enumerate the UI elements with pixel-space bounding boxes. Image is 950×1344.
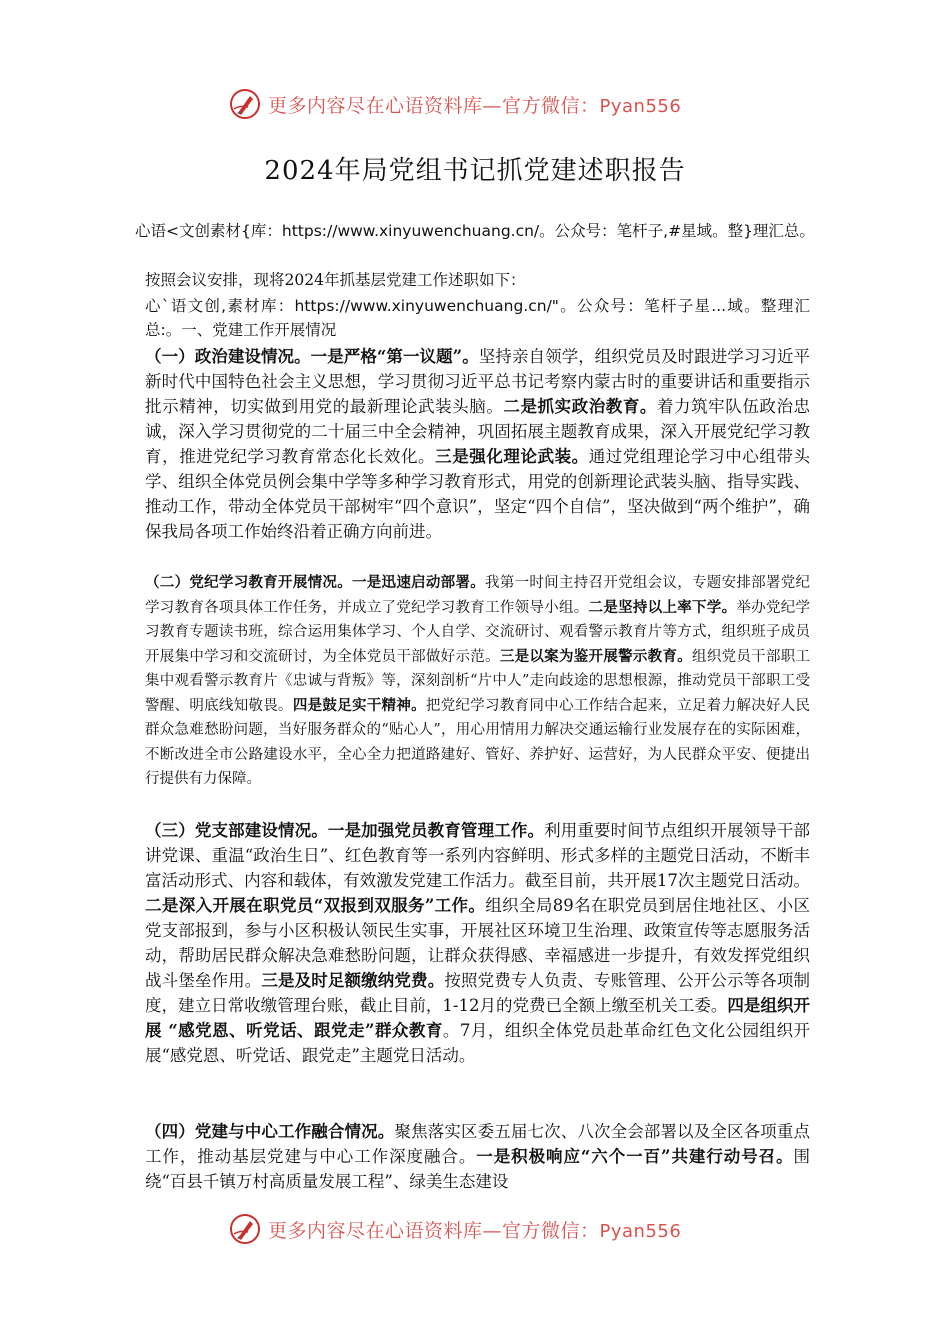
paragraph-text: 通过党组理论学习中心组带头学、组织全体党员例会集中学等多种学习教育形式，用党的创新理论武装头脑、指导实践、推动工作，带动全体党员干部树牢“四个意识”，坚定“四个自信”，坚决做到“两个维护”，确保我局各项工作始终沿着正确方向前进。 [145, 447, 811, 541]
source-note: 心语<文创素材{库：https://www.xinyuwenchuang.cn/。公众号：笔杆子,#星域。整}理汇总。 [135, 222, 815, 240]
document-title: 2024年局党组书记抓党建述职报告 [264, 156, 686, 186]
bold-lead-in: 三是及时足额缴纳党费。 [261, 971, 445, 990]
paragraph-text: 。7月，组织全体党员赴革命红色文化公园组织开展“感党恩、听党话、跟党走”主题党日活动。 [145, 1021, 811, 1065]
paragraph-text: 围绕“百县千镇万村高质量发展工程”、绿美生态建设 [145, 1147, 811, 1191]
paragraph-text: 按照党费专人负责、专账管理、公开公示等各项制度，建立日常收缴管理台账，截止目前，1-12月的党费已全额上缴至机关工委。 [145, 971, 811, 1015]
bold-lead-in: （二）党纪学习教育开展情况。一是迅速启动部署。 [145, 574, 486, 591]
bold-lead-in: 二是抓实政治教育。 [503, 397, 657, 416]
bold-lead-in: （三）党支部建设情况。一是加强党员教育管理工作。 [145, 821, 545, 840]
paragraph-text: 利用重要时间节点组织开展领导干部讲党课、重温“政治生日”、红色教育等一系列内容鲜明、形式多样的主题党日活动，不断丰富活动形式、内容和载体，有效激发党建工作活力。截至目前，共开展17次主题党日活动。 [145, 821, 811, 890]
paragraph-text: 举办党纪学习教育专题读书班，综合运用集体学习、个人自学、交流研讨、观看警示教育片等方式，组织班子成员开展集中学习和交流研讨，为全体党员干部做好示范。 [145, 599, 811, 665]
paragraph-text: 组织党员干部职工集中观看警示教育片《忠诚与背叛》等，深刻剖析“片中人”走向歧途的思想根源，推动党员干部职工受警醒、明底线知敬畏。 [145, 648, 811, 714]
promo-banner-bottom [228, 1209, 748, 1249]
paragraph [145, 571, 810, 792]
bold-lead-in: 二是坚持以上率下学。 [588, 598, 737, 616]
paragraph-text: 坚持亲自领学，组织党员及时跟进学习习近平新时代中国特色社会主义思想，学习贯彻习近平总书记考察内蒙古时的重要讲话和重要指示批示精神，切实做到用党的最新理论武装头脑。 [145, 347, 811, 416]
paragraph [145, 344, 810, 544]
promo-text [268, 91, 681, 118]
paragraph [145, 1119, 810, 1194]
bold-lead-in: 四是组织开展 “感党恩、听党话、跟党走”群众教育 [145, 996, 811, 1040]
promo-banner-top [228, 84, 748, 124]
bold-lead-in: 三是强化理论武装。 [435, 447, 589, 466]
fountain-pen-logo-icon [228, 87, 262, 121]
intro-source-heading: 心`语文创,素材库：https://www.xinyuwenchuang.cn/"。公众号：笔杆子星...域。整理汇总:。一、党建工作开展情况 [145, 297, 810, 339]
promo-text [268, 1216, 681, 1243]
paragraph-text: 组织全局89名在职党员到居住地社区、小区党支部报到，参与小区积极认领民生实事，开展社区环境卫生治理、政策宣传等志愿服务活动，帮助居民群众解决急难愁盼问题，让群众获得感、幸福感进一步提升，有效发挥党组织战斗堡垒作用。 [145, 896, 811, 990]
fountain-pen-logo-icon [228, 1212, 262, 1246]
bold-lead-in: 四是鼓足实干精神。 [292, 696, 426, 714]
paragraph-text: 我第一时间主持召开党组会议，专题安排部署党纪学习教育各项具体工作任务，并成立了党纪学习教育工作领导小组。 [145, 575, 811, 616]
paragraph [145, 818, 810, 1068]
promo-label: 更多内容尽在心语资料库—官方微信： [268, 94, 600, 117]
intro-paragraph: 按照会议安排，现将2024年抓基层党建工作述职如下： [145, 271, 526, 289]
paragraph-text: 把党纪学习教育同中心工作结合起来，立足着力解决好人民群众急难愁盼问题，当好服务群众的“贴心人”，用心用情用力解决交通运输行业发展存在的实际困难，不断改进全市公路建设水平，全心全力把道路建好、管好、养护好、运营好，为人民群众平安、便捷出行提供有力保障。 [145, 697, 811, 787]
bold-lead-in: 三是以案为鉴开展警示教育。 [499, 647, 693, 665]
wechat-id: Pyan556 [599, 95, 682, 117]
section-discipline-education [145, 571, 810, 792]
promo-label: 更多内容尽在心语资料库—官方微信： [268, 1219, 600, 1242]
bold-lead-in: （四）党建与中心工作融合情况。 [145, 1122, 395, 1141]
section-party-work-integration [145, 1119, 810, 1194]
paragraph-text: 聚焦落实区委五届七次、八次全会部署以及全区各项重点工作，推动基层党建与中心工作深度融合。 [145, 1122, 811, 1166]
bold-lead-in: 二是深入开展在职党员“双报到双服务”工作。 [145, 896, 486, 915]
bold-lead-in: 一是积极响应“六个一百”共建行动号召。 [476, 1147, 794, 1166]
bold-lead-in: （一）政治建设情况。一是严格“第一议题”。 [145, 347, 479, 366]
section-branch-building [145, 818, 810, 1068]
section-political-building [145, 344, 810, 544]
paragraph-text: 着力筑牢队伍政治忠诚，深入学习贯彻党的二十届三中全会精神，巩固拓展主题教育成果，深入开展党纪学习教育，推进党纪学习教育常态化长效化。 [145, 397, 811, 466]
wechat-id: Pyan556 [599, 1220, 682, 1242]
